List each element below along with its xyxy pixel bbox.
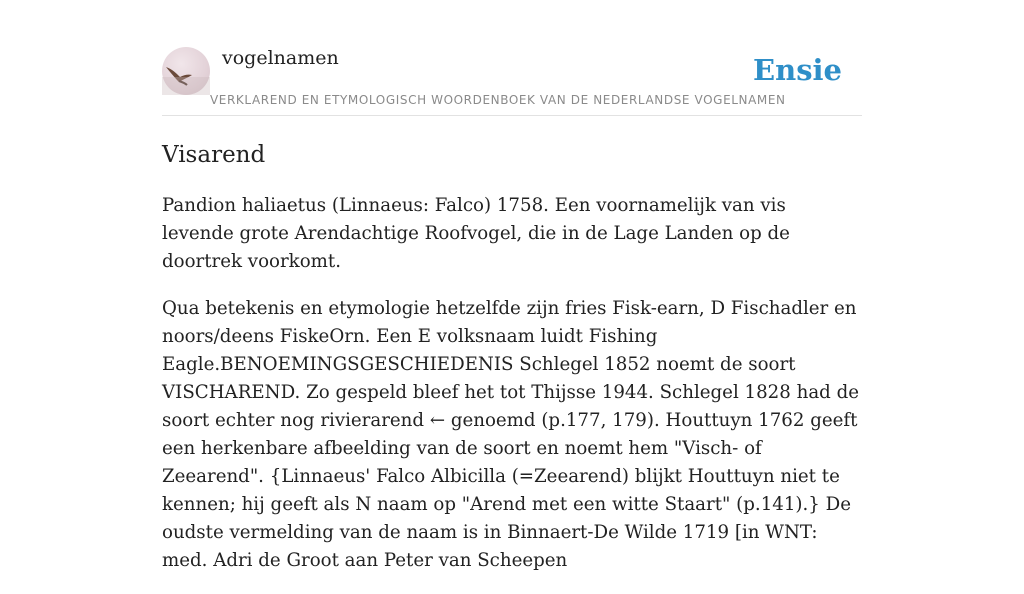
bird-avatar-icon[interactable] [162, 47, 210, 95]
site-header [162, 46, 862, 116]
blog-tagline: VERKLAREND EN ETYMOLOGISCH WOORDENBOEK VAN DE NEDERLANDSE VOGELNAMEN [210, 93, 786, 107]
article-body [162, 192, 862, 594]
ensie-logo-link[interactable]: Ensie [753, 53, 842, 87]
article-title: Visarend [162, 142, 266, 168]
article-paragraph: Pandion haliaetus (Linnaeus: Falco) 1758. Een voornamelijk van vis levende grote Arendachtige Roofvogel, die in de Lage Landen op de doortrek voorkomt. [162, 195, 790, 272]
blog-name-link[interactable]: vogelnamen [222, 47, 339, 69]
bird-in-flight-icon [162, 47, 210, 95]
article-paragraph: Qua betekenis en etymologie hetzelfde zijn fries Fisk-earn, D Fischadler en noors/deens FiskeOrn. Een E volksnaam luidt Fishing Eagle.BENOEMINGSGESCHIEDENIS Schlegel 1852 noemt de soort VISCHAREND. Zo gespeld bleef het tot Thijsse 1944. Schlegel 1828 had de soort echter nog rivierarend ← genoemd (p.177, 179). Houttuyn 1762 geeft een herkenbare afbeelding van de soort en noemt hem "Visch- of Zeearend". {Linnaeus' Falco Albicilla (=Zeearend) blijkt Houttuyn niet te kennen; hij geeft als N naam op "Arend met een witte Staart" (p.141).} De oudste vermelding van de naam is in Binnaert-De Wilde 1719 [in WNT: med. Adri de Groot aan Peter van Scheepen [162, 298, 859, 571]
